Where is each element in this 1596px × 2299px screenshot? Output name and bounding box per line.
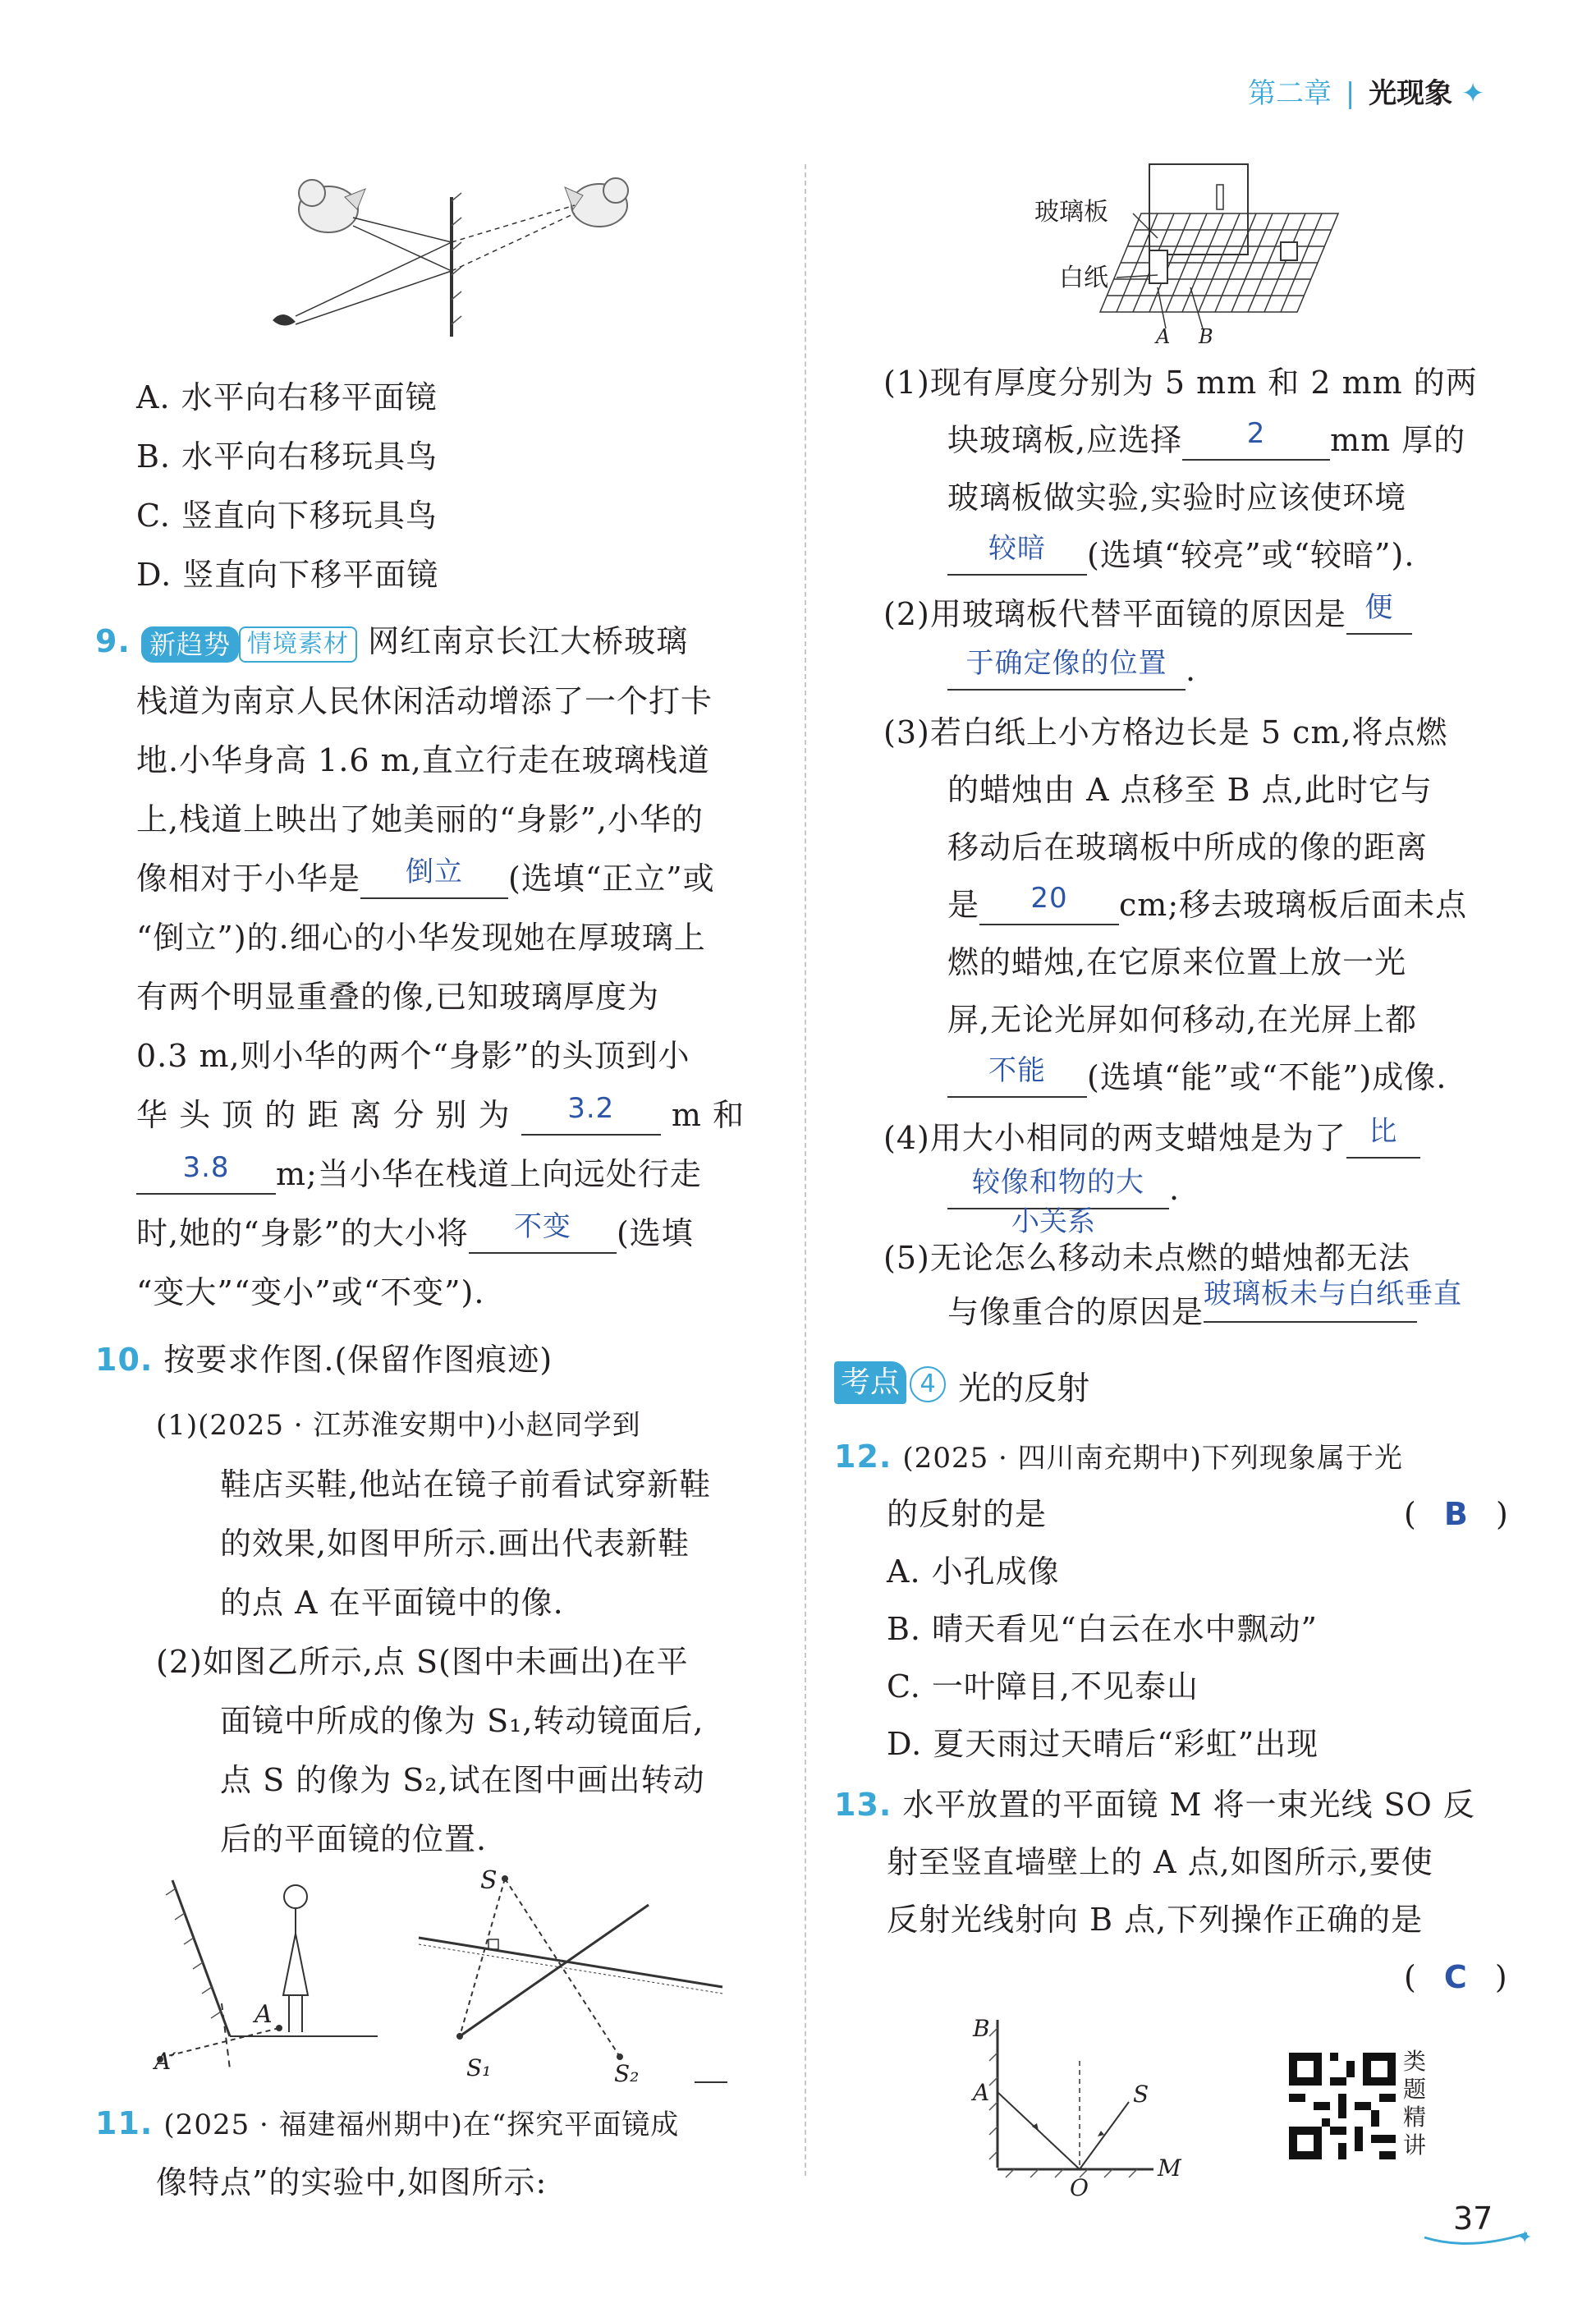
q11-blank-9 bbox=[1204, 1278, 1463, 1323]
q11-answer-3b: 于确定像的位置 bbox=[965, 647, 1167, 680]
q13-bracket-left: ( bbox=[1404, 1959, 1417, 1995]
q9-answer-3: 3.8 bbox=[182, 1151, 230, 1184]
q9-text-5a: 像相对于小华是 bbox=[136, 860, 361, 897]
qr-caption-3: 精 bbox=[1402, 2104, 1426, 2131]
q11-answer-2: 较暗 bbox=[988, 532, 1046, 565]
kaodian-header bbox=[834, 1361, 1089, 1411]
q9-line-6: “倒立”)的.细心的小华发现她在厚玻璃上 bbox=[136, 920, 706, 956]
q11-blank-3 bbox=[1346, 591, 1412, 635]
q9-line-9 bbox=[136, 1085, 745, 1145]
q11-answer-1: 2 bbox=[1246, 417, 1266, 450]
page-number: 37 bbox=[1453, 2200, 1493, 2237]
q13-answer: C bbox=[1443, 1959, 1468, 1995]
q12-text-1: (2025 · 四川南充期中)下列现象属于光 bbox=[902, 1442, 1403, 1475]
eye-icon bbox=[273, 314, 296, 326]
q11-s3-line-3: 移动后在玻璃板中所成的像的距离 bbox=[947, 829, 1429, 865]
qr-caption bbox=[1402, 2048, 1427, 2159]
q9-number: 9. bbox=[95, 623, 131, 659]
q11-s3-line-2: 的蜡烛由 A 点移至 B 点,此时它与 bbox=[947, 772, 1433, 808]
q8-option-c: C. 竖直向下移玩具鸟 bbox=[136, 498, 438, 534]
q10-p1-line-2: 鞋店买鞋,他站在镜子前看试穿新鞋 bbox=[220, 1466, 712, 1503]
q10-line-1 bbox=[95, 1330, 553, 1389]
q11-answer-5: 不能 bbox=[988, 1054, 1046, 1087]
q9-line-2: 栈道为南京人民休闲活动增添了一个打卡 bbox=[136, 683, 713, 719]
q8-option-d: D. 竖直向下移平面镜 bbox=[136, 557, 439, 593]
q11-line-1 bbox=[95, 2094, 679, 2154]
q11-answer-6c: 小关系 bbox=[1011, 1205, 1095, 1238]
q9-line-11 bbox=[136, 1204, 694, 1263]
q11-answer-7: 玻璃板未与白纸垂直 bbox=[1204, 1278, 1463, 1310]
q11-s2-line-1 bbox=[883, 585, 1412, 644]
bird-image-icon bbox=[565, 178, 628, 227]
label-s: S bbox=[480, 1866, 498, 1895]
q12-bracket-left: ( bbox=[1404, 1496, 1417, 1532]
q10-p1-line-3: 的效果,如图甲所示.画出代表新鞋 bbox=[220, 1526, 690, 1562]
q9-line-5 bbox=[136, 849, 715, 908]
q11-answer-6b: 较像和物的大 bbox=[972, 1166, 1144, 1199]
q11-s3-line-7 bbox=[947, 1048, 1447, 1107]
q9-answer-2: 3.2 bbox=[567, 1092, 615, 1125]
q9-text-9b: m 和 bbox=[671, 1097, 745, 1133]
q9-tag-scene: 情境素材 bbox=[239, 626, 357, 663]
q11-s1-text-2b: mm 厚的 bbox=[1330, 422, 1466, 458]
q10-p2-line-3: 点 S 的像为 S₂,试在图中画出转动 bbox=[220, 1762, 705, 1798]
q10-figure-a bbox=[148, 1872, 394, 2069]
q9-line-1 bbox=[95, 612, 688, 671]
q11-s3-text-7: (选填“能”或“不能”)成像. bbox=[1087, 1059, 1447, 1095]
q8-option-b: B. 水平向右移玩具鸟 bbox=[136, 438, 438, 475]
q12-option-a: A. 小孔成像 bbox=[887, 1553, 1060, 1590]
q10-end-line bbox=[695, 2081, 727, 2083]
q12-option-c: C. 一叶障目,不见泰山 bbox=[887, 1668, 1199, 1705]
q10-intro: 按要求作图.(保留作图痕迹) bbox=[163, 1342, 553, 1378]
q11-s4-line-2: 较像和物的大 . bbox=[947, 1159, 1180, 1218]
bird-icon bbox=[299, 180, 365, 232]
kaodian-number: 4 bbox=[910, 1366, 946, 1402]
kaodian-label: 考点 bbox=[834, 1361, 906, 1404]
q12-line-2: 的反射的是 bbox=[887, 1496, 1048, 1532]
q11-blank-1 bbox=[1182, 417, 1330, 461]
q11-s3-line-6: 屏,无论光屏如何移动,在光屏上都 bbox=[947, 1002, 1418, 1038]
q11-s5-line-1: (5)无论怎么移动未点燃的蜡烛都无法 bbox=[883, 1240, 1410, 1276]
q9-line-3: 地.小华身高 1.6 m,直立行走在玻璃栈道 bbox=[136, 742, 710, 778]
q9-answer-4: 不变 bbox=[513, 1210, 571, 1243]
qr-code-icon bbox=[1289, 2053, 1396, 2159]
q13-answer-bracket bbox=[1404, 1948, 1508, 2007]
q11-blank-5 bbox=[979, 882, 1119, 925]
person-icon bbox=[283, 1885, 308, 2032]
q9-text-11b: (选填 bbox=[616, 1215, 694, 1251]
q12-answer-bracket bbox=[1404, 1484, 1509, 1544]
page-number-badge bbox=[1420, 2200, 1535, 2250]
q13-text-1: 水平放置的平面镜 M 将一束光线 SO 反 bbox=[902, 1787, 1475, 1823]
q10-p2-line-4: 后的平面镜的位置. bbox=[220, 1821, 488, 1857]
q13-line-1 bbox=[834, 1775, 1475, 1834]
q9-line-8: 0.3 m,则小华的两个“身影”的头顶到小 bbox=[136, 1038, 690, 1074]
q9-answer-1: 倒立 bbox=[406, 856, 464, 888]
q9-blank-2 bbox=[521, 1092, 661, 1136]
q11-s1-line-1: (1)现有厚度分别为 5 mm 和 2 mm 的两 bbox=[883, 365, 1478, 401]
q11-blank-8 bbox=[947, 1166, 1169, 1209]
q10-p1-line-1: (1)(2025 · 江苏淮安期中)小赵同学到 bbox=[156, 1409, 641, 1442]
q12-bracket-right: ) bbox=[1495, 1496, 1509, 1532]
q11-answer-6a: 比 bbox=[1369, 1115, 1398, 1148]
q13-bracket-right: ) bbox=[1494, 1959, 1508, 1995]
q9-line-12: “变大”“变小”或“不变”). bbox=[136, 1274, 485, 1310]
q11-blank-7 bbox=[1346, 1115, 1420, 1159]
fig-label-glass: 玻璃板 bbox=[1034, 198, 1108, 227]
q11-s3-text-4b: cm;移去玻璃板后面未点 bbox=[1119, 887, 1468, 923]
qr-caption-4: 讲 bbox=[1402, 2132, 1426, 2159]
label-s1: S₁ bbox=[466, 2054, 492, 2081]
chapter-title: 光现象 bbox=[1369, 77, 1453, 110]
q11-s3-line-5: 燃的蜡烛,在它原来位置上放一光 bbox=[947, 944, 1407, 980]
fig13-label-m: M bbox=[1158, 2154, 1181, 2182]
q10-p1-line-4: 的点 A 在平面镜中的像. bbox=[220, 1585, 564, 1621]
label-s2: S₂ bbox=[614, 2060, 640, 2086]
q9-text-5b: (选填“正立”或 bbox=[508, 860, 715, 897]
q9-line-7: 有两个明显重叠的像,已知玻璃厚度为 bbox=[136, 979, 660, 1015]
q11-s1-line-3: 玻璃板做实验,实验时应该使环境 bbox=[947, 480, 1407, 516]
q11-s1-line-4 bbox=[947, 525, 1415, 585]
q9-text-1: 网红南京长江大桥玻璃 bbox=[368, 623, 689, 659]
fig-label-paper: 白纸 bbox=[1059, 264, 1108, 292]
fig13-label-s: S bbox=[1133, 2081, 1149, 2108]
bird-mirror-figure bbox=[222, 164, 665, 345]
q11-number: 11. bbox=[95, 2105, 154, 2141]
qr-caption-2: 题 bbox=[1402, 2076, 1426, 2103]
q9-text-10: m;当小华在栈道上向远处行走 bbox=[276, 1156, 702, 1192]
q13-line-2: 射至竖直墙壁上的 A 点,如图所示,要使 bbox=[887, 1844, 1433, 1880]
fig13-label-a: A bbox=[973, 2079, 990, 2106]
q12-option-d: D. 夏天雨过天晴后“彩虹”出现 bbox=[887, 1726, 1319, 1762]
q11-s1-line-2 bbox=[947, 411, 1465, 470]
fig-label-b: B bbox=[1199, 325, 1213, 345]
header-separator: | bbox=[1345, 77, 1355, 110]
q12-line-1 bbox=[834, 1427, 1403, 1488]
q11-line-2: 像特点”的实验中,如图所示: bbox=[156, 2164, 548, 2200]
q11-s3-text-4a: 是 bbox=[947, 887, 980, 923]
q11-answer-3a: 便 bbox=[1364, 591, 1394, 624]
fig13-label-o: O bbox=[1070, 2174, 1089, 2200]
fig-label-a: A bbox=[1156, 325, 1171, 345]
q10-p2-line-2: 面镜中所成的像为 S₁,转动镜面后, bbox=[220, 1703, 704, 1739]
q11-s2-line-2: 于确定像的位置 . bbox=[947, 640, 1196, 700]
q9-line-10 bbox=[136, 1145, 702, 1204]
q13-line-3: 反射光线射向 B 点,下列操作正确的是 bbox=[887, 1902, 1424, 1938]
chapter-label: 第二章 bbox=[1248, 77, 1332, 110]
q9-blank-3 bbox=[136, 1151, 276, 1195]
svg-text:✦: ✦ bbox=[1517, 2228, 1533, 2248]
q10-number: 10. bbox=[95, 1342, 154, 1378]
q9-blank-4 bbox=[469, 1210, 617, 1254]
column-divider bbox=[805, 164, 806, 2176]
qr-caption-1: 类 bbox=[1402, 2048, 1426, 2075]
q12-answer: B bbox=[1443, 1496, 1469, 1532]
q11-blank-2 bbox=[947, 532, 1087, 576]
label-a: A bbox=[255, 2000, 273, 2029]
q11-s3-line-4 bbox=[947, 875, 1467, 934]
q9-line-4: 上,栈道上映出了她美丽的“身影”,小华的 bbox=[136, 801, 704, 837]
q9-blank-1 bbox=[360, 856, 508, 899]
q10-p2-line-1: (2)如图乙所示,点 S(图中未画出)在平 bbox=[156, 1644, 689, 1680]
q9-text-9a: 华 头 顶 的 距 离 分 别 为 bbox=[136, 1097, 511, 1133]
q11-s5-text-2: 与像重合的原因是 bbox=[947, 1294, 1204, 1330]
q11-s5-line-2 bbox=[947, 1278, 1463, 1342]
q11-answer-4: 20 bbox=[1030, 882, 1068, 915]
q11-s4-text: (4)用大小相同的两支蜡烛是为了 bbox=[883, 1120, 1346, 1156]
chapter-header bbox=[1248, 76, 1484, 112]
sparkle-icon: ✦ bbox=[1461, 77, 1485, 110]
fig13-label-b: B bbox=[973, 2015, 990, 2042]
q11-s3-line-1: (3)若白纸上小方格边长是 5 cm,将点燃 bbox=[883, 714, 1448, 750]
q11-s1-text-4: (选填“较亮”或“较暗”). bbox=[1087, 537, 1415, 573]
q13-number: 13. bbox=[834, 1787, 892, 1823]
kaodian-title: 光的反射 bbox=[958, 1369, 1090, 1407]
q11-figure bbox=[1034, 156, 1363, 345]
label-a-prime: A′ bbox=[154, 2048, 177, 2069]
q13-figure bbox=[965, 2012, 1195, 2200]
q11-s2-text: (2)用玻璃板代替平面镜的原因是 bbox=[883, 596, 1346, 632]
q8-option-a: A. 水平向右移平面镜 bbox=[136, 379, 438, 415]
q11-s1-text-2a: 块玻璃板,应选择 bbox=[947, 422, 1183, 458]
q12-option-b: B. 晴天看见“白云在水中飘动” bbox=[887, 1611, 1318, 1647]
q12-number: 12. bbox=[834, 1439, 892, 1475]
q11-text-1: (2025 · 福建福州期中)在“探究平面镜成 bbox=[163, 2109, 680, 2141]
q9-text-11a: 时,她的“身影”的大小将 bbox=[136, 1215, 469, 1251]
q11-blank-6 bbox=[947, 1054, 1087, 1098]
q11-blank-4 bbox=[947, 647, 1186, 691]
q9-tag-trend: 新趋势 bbox=[141, 626, 239, 663]
q10-figure-b bbox=[410, 1864, 739, 2086]
